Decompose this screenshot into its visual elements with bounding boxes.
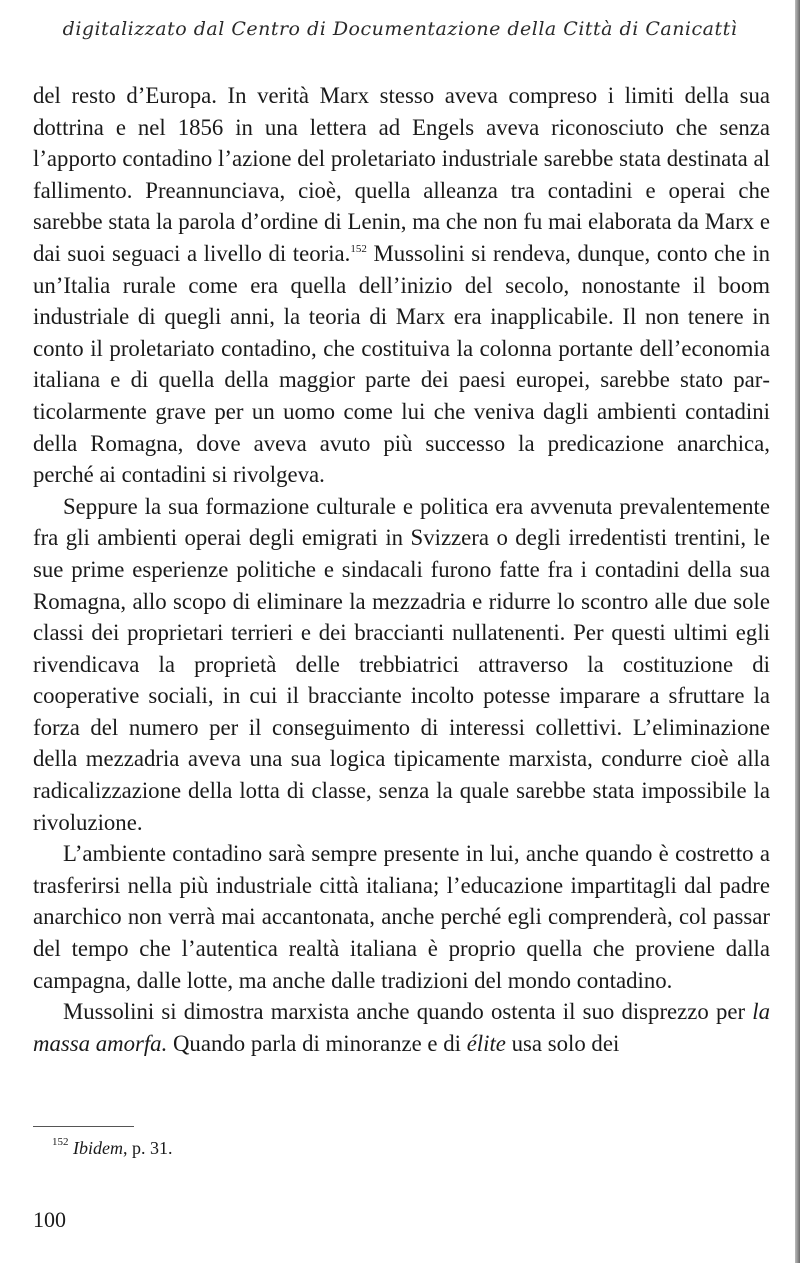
page-number: 100 [33,1207,66,1232]
footnote-reference: 152 [350,242,367,255]
text-run: Quando parla di minoranze e di [167,1030,467,1056]
text-run: Mussolini si dimostra marxista anche quando ostenta il suo disprezzo per [63,999,753,1025]
footnote-separator [33,1126,134,1127]
footnote-pages: , p. 31. [122,1138,173,1158]
italic-phrase: la massa amorfa. [33,999,770,1056]
body-text [33,80,770,1059]
text-run: usa solo dei [505,1030,620,1056]
text-run: Seppure la sua formazione culturale e politica era avvenuta prevalentemente fra gli ambienti operai degli emigrati in Svizzera o degli irredentisti trentini, le sue prime esperienze politiche e sindacali furono fatte fra i contadini della sua Romagna, allo scopo di eliminare la mezzadria e ridurre lo scontro alle due sole classi dei proprietari terrieri e dei braccianti nullatenenti. Per questi ultimi egli rivendicava la proprietà delle trebbiatrici attraverso la costituzione di cooperative sociali, in cui il bracciante incolto potesse imparare a sfruttare la forza del numero per il conseguimento di interessi collettivi. L’eliminazione della mezzadria aveva una sua logica tipicamente marxista, condurre cioè alla radicalizzazione della lotta di classe, senza la quale sarebbe stata impossibile la rivoluzione. [33,493,770,835]
footnote-152 [52,1136,172,1160]
digitization-watermark: digitalizzato dal Centro di Documentazione della Città di Canicattì [62,18,738,40]
footnote-marker: 152 [52,1136,69,1148]
italic-phrase: élite [466,1030,506,1056]
text-run: del resto d’Europa. In verità Marx stesso aveva compreso i limiti della sua dottrina e nel 1856 in una lettera ad Engels aveva riconosciuto che senza l’apporto contadino l’azione del proletariato industriale sarebbe stata destinata al fallimento. Preannunciava, cioè, quella alleanza tra contadini e operai che sarebbe stata la parola d’ordine di Lenin, ma che non fu mai elaborata da Marx e dai suoi seguaci a livello di teoria. [33,83,770,266]
paragraph [33,491,770,839]
paragraph [33,80,770,491]
text-run: L’ambiente contadino sarà sempre presente in lui, anche quando è costretto a trasferirsi nella più industriale città italiana; l’educazione impartitagli dal padre anarchico non verrà mai accantonata, anche perché egli comprenderà, col passar del tempo che l’autentica realtà italiana è proprio quella che proviene dalla campagna, dalle lotte, ma anche dalle tradizioni del mondo contadino. [33,841,770,993]
paragraph [33,996,770,1059]
page-edge-shadow [795,0,800,1263]
footnote-source: Ibidem [73,1138,123,1158]
paragraph [33,838,770,996]
text-run: Mussolini si rendeva, dunque, conto che in un’Italia rurale come era quella dell’inizio del secolo, nonostante il boom industriale di quegli anni, la teoria di Marx era inapplicabile. Il non tenere in conto il proletariato contadino, che costituiva la colonna portante dell’economia italiana e di quella della maggior parte dei paesi europei, sarebbe stato particolarmente grave per un uomo come lui che veniva dagli ambienti contadini della Romagna, dove aveva avuto più successo la predicazione anarchica, perché ai contadini si rivolgeva. [33,240,770,488]
